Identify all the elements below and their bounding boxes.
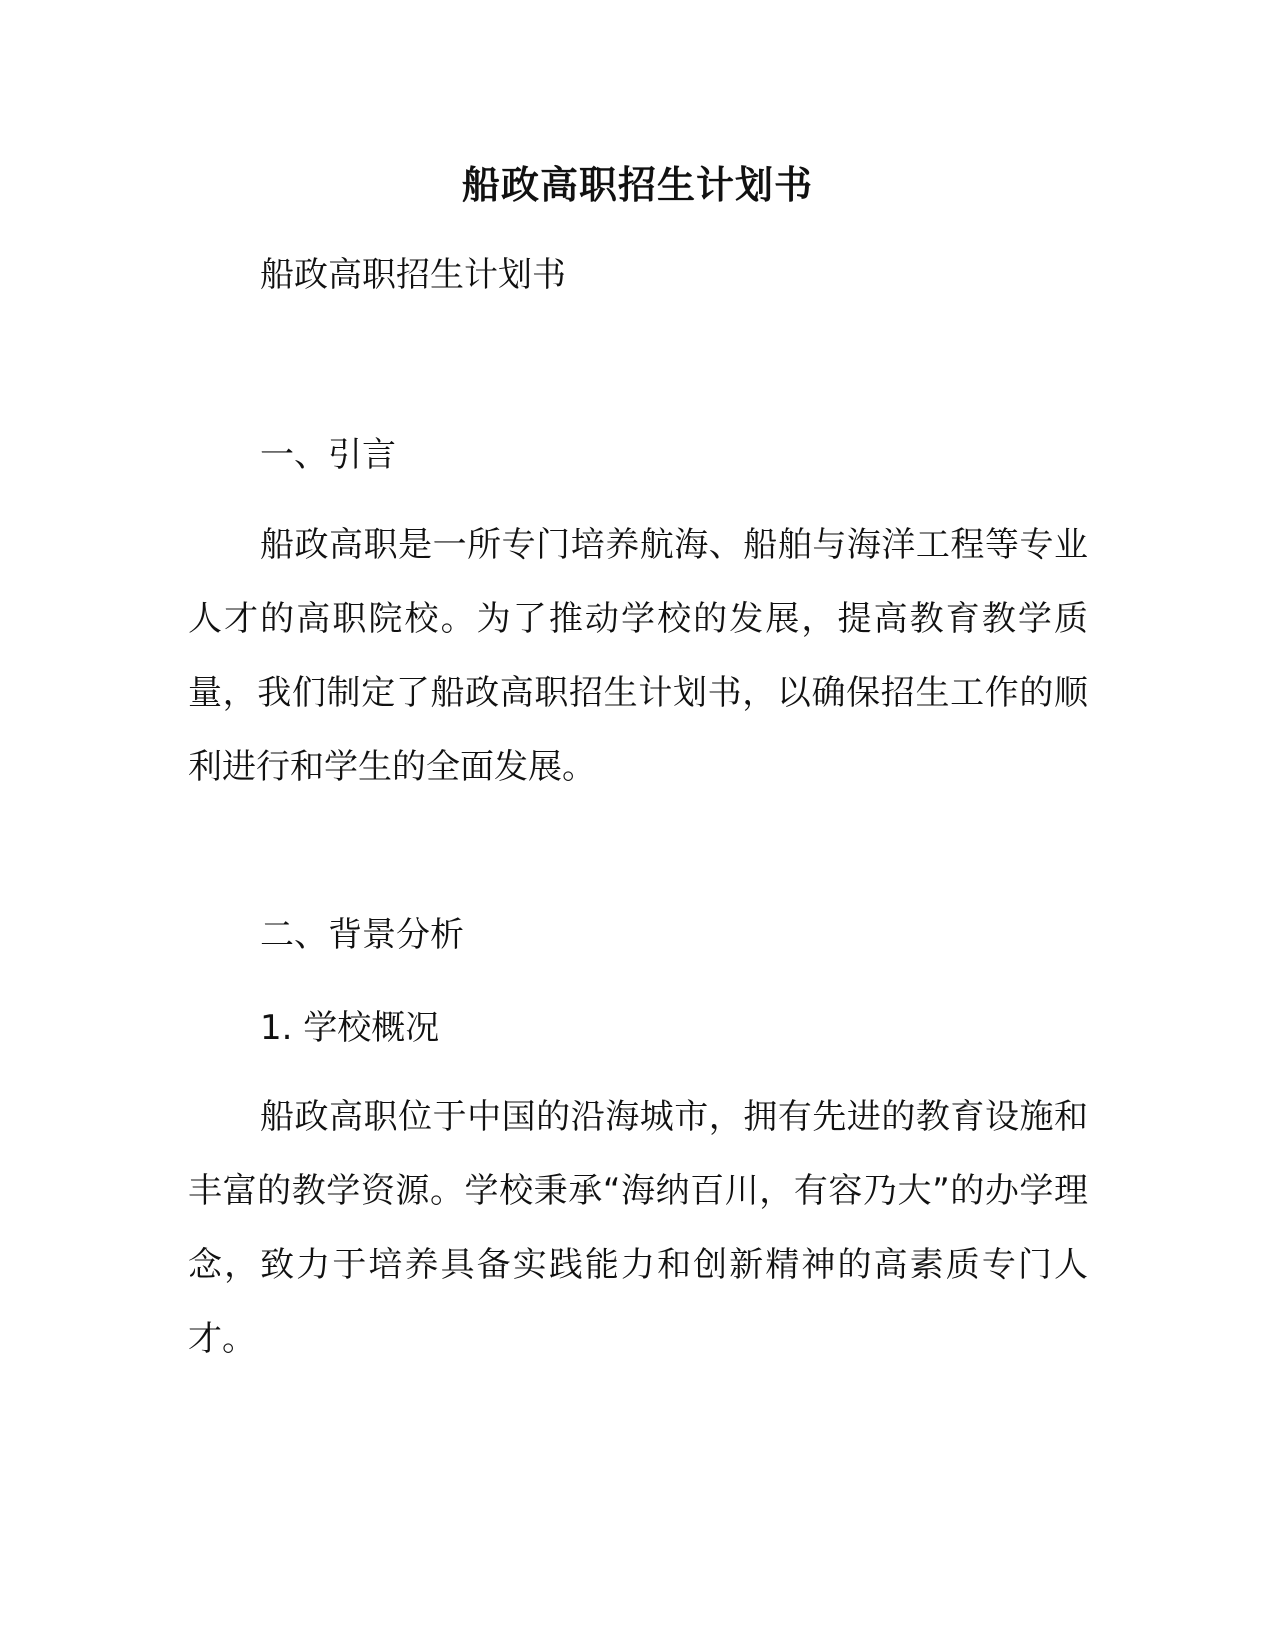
introduction-paragraph: 船政高职是一所专门培养航海、船舶与海洋工程等专业人才的高职院校。为了推动学校的发展，提高教育教学质量，我们制定了船政高职招生计划书，以确保招生工作的顺利进行和学生的全面发展。 [188, 525, 1088, 787]
school-overview-paragraph: 船政高职位于中国的沿海城市，拥有先进的教育设施和丰富的教学资源。学校秉承“海纳百川，有容乃大”的办学理念，致力于培养具备实践能力和创新精神的高素质专门人才。 [188, 1097, 1088, 1359]
subsection-heading-school-overview: 1. 学校概况 [260, 1008, 440, 1048]
document-subtitle: 船政高职招生计划书 [260, 255, 566, 295]
section-heading-introduction: 一、引言 [260, 435, 396, 475]
section-heading-background: 二、背景分析 [260, 915, 464, 955]
document-title: 船政高职招生计划书 [461, 163, 813, 207]
